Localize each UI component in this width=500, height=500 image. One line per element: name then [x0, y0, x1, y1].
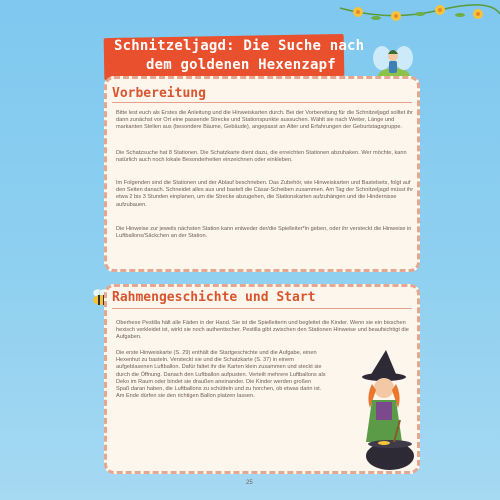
section-heading-preparation: Vorbereitung: [112, 86, 206, 101]
heading-divider: [112, 308, 412, 309]
witch-with-cauldron-illustration: [354, 350, 424, 474]
paragraph: Oberhexe Pestilla hält alle Fäden in der Hand. Sie ist die Spielleiterin und begleitet die Kinder. Wenn sie ein bisschen hexisch verkleidet ist, wirkt sie noch authentischer. Pestilla gibt zwischen den Stationen Hinweise und beaufsichtigt die Aufgaben.: [116, 320, 409, 341]
paragraph: Bitte lest euch als Erstes die Anleitung und die Hinweiskarten durch. Bei der Vorbereitung für die Schnitzeljagd solltet ihr dann zunächst vor Ort eine passende Strecke und Stationspunkte aussuchen. Wählt sie nach Weiter, Länge und markanten Stellen aus (besondere Bäume, Gebäude), angepasst an Alter und Erfahrungen der Geburtstagsgruppe.: [116, 110, 413, 131]
paragraph: Die Schatzsuche hat 8 Stationen. Die Schatzkarte dient dazu, die erreichten Stationen abzuhaken. Wer möchte, kann natürlich auch noch lokale Besonderheiten einzeichnen oder einkleben.: [116, 150, 407, 164]
paragraph: Die Hinweise zur jeweils nächsten Station kann entweder der/die Spielleiter*in geben, oder ihr versteckt die Hinweise in Luftballons/Säckchen an der Station.: [116, 226, 412, 240]
page-title-line-1: Schnitzeljagd: Die Suche nach: [114, 38, 365, 54]
heading-divider: [112, 102, 412, 103]
paragraph: Die erste Hinweiskarte (S. 29) enthält die Startgeschichte und die Aufgabe, einen Hexenhut zu basteln. Versteckt sie und die Schatzkarte (S. 37) in einem aufgeblasenen Luftballon. Dafür faltet ihr die Karten klein zusammen und steckt sie durch die Öffnung. Danach den Luftballon aufpusten. Verteilt mehrere Luftballons als Deko im Raum oder bindet sie draußen aneinander. Die Kinder werden großen Spaß daran haben, die Luftballons zu schütteln und zu horchen, ob etwas darin ist. Am Ende dürfen sie den richtigen Ballon platzen lassen.: [116, 350, 326, 400]
page-title-line-2: dem goldenen Hexenzapf: [146, 57, 336, 73]
preparation-card: [104, 76, 420, 272]
section-heading-story-start: Rahmengeschichte und Start: [112, 290, 316, 305]
page-number: 25: [246, 480, 253, 486]
paragraph: Im Folgenden sind die Stationen und der Ablauf beschrieben. Das Zubehör, wie Hinweiskarten und Bastelsets, folgt auf den Seiten danach. Schneidet alles aus und bastelt die Cäsar-Scheiben zusammen. Am Tag der Schnitzeljagd müsst ihr etwa 2 bis 3 Stunden einplanen, um die Strecke abzugehen, die Stationskarten aufzuhängen und die Hindernisse aufzubauen.: [116, 180, 414, 208]
